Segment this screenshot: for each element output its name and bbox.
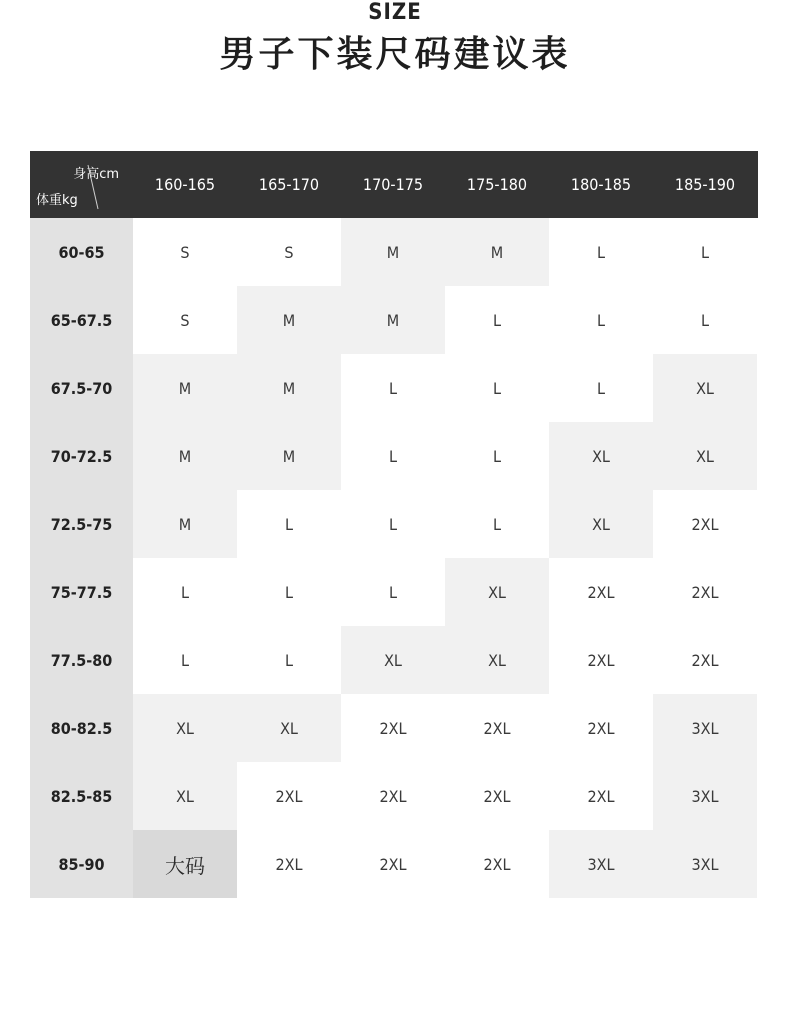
size-cell: 2XL [341,762,445,830]
size-cell: 3XL [653,694,757,762]
row-header: 60-65 [30,218,133,286]
size-cell: M [133,490,237,558]
corner-header-cell [30,151,133,218]
size-cell: XL [653,422,757,490]
column-header: 165-170 [258,175,320,194]
size-cell: XL [549,422,653,490]
column-axis-label: 身高cm [73,167,119,182]
table-row [30,626,758,694]
size-cell: 2XL [237,830,341,898]
size-cell: 大码 [133,830,237,898]
size-cell: XL [133,694,237,762]
size-cell: L [341,354,445,422]
table-row [30,354,758,422]
size-cell: 2XL [445,694,549,762]
size-cell: 2XL [549,694,653,762]
size-cell: M [445,218,549,286]
size-cell: XL [445,558,549,626]
size-cell: 2XL [653,558,757,626]
size-chart-table [30,151,758,898]
row-header: 85-90 [30,830,133,898]
size-cell: L [341,558,445,626]
row-header: 67.5-70 [30,354,133,422]
row-header: 70-72.5 [30,422,133,490]
size-cell: 2XL [445,762,549,830]
size-cell: L [237,558,341,626]
size-cell: M [341,218,445,286]
size-cell: L [237,626,341,694]
column-header: 185-190 [674,175,736,194]
column-header: 160-165 [154,175,216,194]
row-header: 75-77.5 [30,558,133,626]
size-cell: L [445,490,549,558]
row-header: 65-67.5 [30,286,133,354]
size-cell: XL [445,626,549,694]
size-cell: 2XL [653,490,757,558]
row-header: 77.5-80 [30,626,133,694]
column-header: 175-180 [466,175,528,194]
row-header: 82.5-85 [30,762,133,830]
table-row [30,558,758,626]
size-cell: 2XL [341,830,445,898]
size-cell: 3XL [653,830,757,898]
size-cell: L [445,422,549,490]
row-axis-label: 体重kg [36,193,78,208]
row-header: 80-82.5 [30,694,133,762]
size-cell: M [237,422,341,490]
column-header: 180-185 [570,175,632,194]
size-cell: 2XL [653,626,757,694]
size-cell: L [445,286,549,354]
size-cell: L [653,218,757,286]
size-cell: M [237,286,341,354]
row-header: 72.5-75 [30,490,133,558]
size-cell: 2XL [549,626,653,694]
size-cell: 2XL [549,558,653,626]
size-cell: XL [341,626,445,694]
table-row [30,286,758,354]
page-eyebrow: SIZE [368,0,422,25]
size-cell: S [237,218,341,286]
table-row [30,830,758,898]
size-cell: L [549,354,653,422]
size-cell: L [653,286,757,354]
table-row [30,490,758,558]
size-cell: M [133,422,237,490]
size-cell: L [133,626,237,694]
size-cell: L [133,558,237,626]
size-cell: M [237,354,341,422]
table-row [30,218,758,286]
size-cell: XL [653,354,757,422]
size-cell: XL [237,694,341,762]
size-cell: 3XL [549,830,653,898]
table-row [30,694,758,762]
size-cell: M [341,286,445,354]
size-cell: L [549,218,653,286]
size-cell: 2XL [237,762,341,830]
size-cell: L [341,490,445,558]
size-cell: M [133,354,237,422]
size-cell: L [341,422,445,490]
table-row [30,422,758,490]
size-cell: 2XL [549,762,653,830]
size-cell: S [133,286,237,354]
size-cell: XL [133,762,237,830]
column-header: 170-175 [362,175,424,194]
size-cell: L [445,354,549,422]
size-cell: S [133,218,237,286]
size-cell: L [237,490,341,558]
size-cell: 2XL [445,830,549,898]
table-row [30,762,758,830]
size-cell: L [549,286,653,354]
page-title: 男子下装尺码建议表 [219,34,571,75]
size-cell: 2XL [341,694,445,762]
column-headers [133,151,757,218]
size-cell: 3XL [653,762,757,830]
table-body [30,218,758,898]
size-cell: XL [549,490,653,558]
table-header-row [30,151,758,218]
